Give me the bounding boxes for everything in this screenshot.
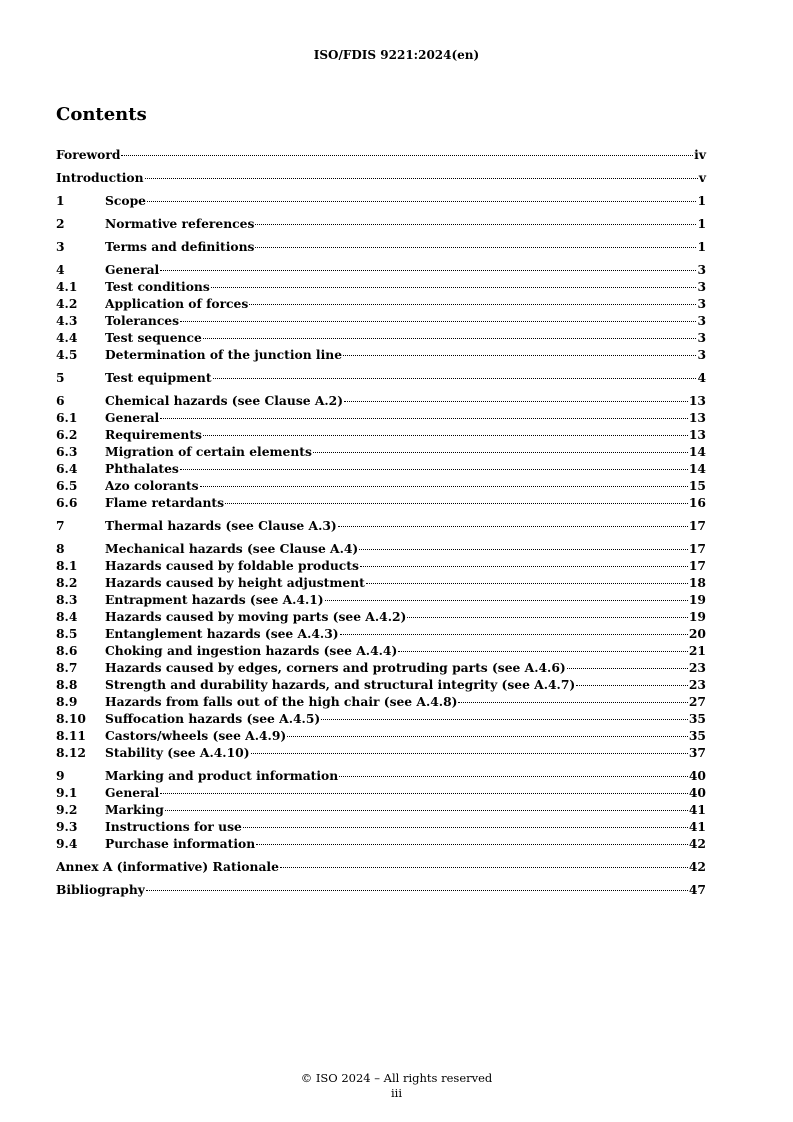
toc-entry-title: Castors/wheels (see A.4.9) [105, 728, 287, 743]
toc-entry-page: 23 [688, 677, 706, 692]
toc-entry-title: Application of forces [105, 296, 249, 311]
toc-dot-leader [339, 776, 688, 777]
toc-entry-page: 19 [688, 592, 706, 607]
toc-entry-number: 6 [56, 393, 65, 408]
toc-entry-page: 1 [697, 216, 706, 231]
toc-entry-page: 1 [697, 239, 706, 254]
toc-entry[interactable] [56, 238, 706, 255]
toc-dot-leader [576, 685, 688, 686]
toc-entry[interactable] [56, 494, 706, 511]
toc-entry-page: iv [694, 147, 706, 162]
toc-entry-title: Tolerances [105, 313, 180, 328]
toc-entry-page: 35 [688, 728, 706, 743]
toc-dot-leader [225, 503, 688, 504]
toc-entry-number: 8.3 [56, 592, 78, 607]
table-of-contents [56, 146, 706, 904]
toc-entry-title: Normative references [105, 216, 255, 231]
toc-entry-title: Phthalates [105, 461, 179, 476]
toc-group [56, 858, 706, 875]
toc-entry-number: 6.5 [56, 478, 78, 493]
toc-entry-number: 9.1 [56, 785, 78, 800]
toc-entry[interactable] [56, 477, 706, 494]
toc-entry-number: 6.2 [56, 427, 78, 442]
toc-dot-leader [180, 321, 696, 322]
toc-entry-number: 2 [56, 216, 65, 231]
toc-entry-title: Hazards caused by foldable products [105, 558, 359, 573]
toc-group [56, 192, 706, 209]
toc-entry-number: 8 [56, 541, 65, 556]
toc-entry-number: 5 [56, 370, 65, 385]
toc-dot-leader [213, 378, 697, 379]
toc-group [56, 517, 706, 534]
toc-entry-page: 13 [688, 393, 706, 408]
toc-group [56, 881, 706, 898]
toc-group [56, 146, 706, 163]
toc-entry-number: 1 [56, 193, 65, 208]
page-title: Contents [56, 104, 147, 125]
toc-dot-leader [203, 338, 697, 339]
toc-entry-page: 17 [688, 558, 706, 573]
toc-entry-title: Test equipment [105, 370, 212, 385]
toc-entry-page: 20 [688, 626, 706, 641]
toc-entry[interactable] [56, 426, 706, 443]
toc-entry[interactable] [56, 261, 706, 278]
toc-entry-number: 6.4 [56, 461, 78, 476]
toc-entry[interactable] [56, 192, 706, 209]
toc-dot-leader [121, 155, 693, 156]
toc-entry-number: 3 [56, 239, 65, 254]
toc-dot-leader [407, 617, 688, 618]
toc-entry-number: 8.11 [56, 728, 86, 743]
toc-entry-title: Hazards caused by edges, corners and protruding parts (see A.4.6) [105, 660, 566, 675]
toc-entry[interactable] [56, 693, 706, 710]
toc-group [56, 540, 706, 761]
toc-entry-page: 42 [688, 859, 706, 874]
toc-group [56, 369, 706, 386]
toc-entry[interactable] [56, 392, 706, 409]
toc-dot-leader [145, 178, 698, 179]
toc-entry-number: 4.4 [56, 330, 78, 345]
toc-dot-leader [160, 270, 696, 271]
toc-entry-number: 4.5 [56, 347, 78, 362]
toc-entry-page: 17 [688, 541, 706, 556]
toc-dot-leader [256, 844, 688, 845]
toc-entry[interactable] [56, 574, 706, 591]
toc-entry[interactable] [56, 146, 706, 163]
page-number: iii [390, 1086, 403, 1100]
toc-dot-leader [200, 486, 688, 487]
toc-dot-leader [146, 890, 688, 891]
page-footer [0, 1071, 793, 1101]
toc-entry-number: 8.9 [56, 694, 78, 709]
toc-entry-title: Test conditions [105, 279, 210, 294]
toc-entry-title: Choking and ingestion hazards (see A.4.4) [105, 643, 398, 658]
toc-entry-page: 16 [688, 495, 706, 510]
toc-entry-page: 3 [697, 296, 706, 311]
toc-entry-page: 23 [688, 660, 706, 675]
toc-entry[interactable] [56, 460, 706, 477]
toc-entry-page: 40 [688, 785, 706, 800]
toc-entry-page: 21 [688, 643, 706, 658]
toc-dot-leader [360, 566, 688, 567]
toc-entry-title: Hazards caused by moving parts (see A.4.2) [105, 609, 407, 624]
toc-dot-leader [147, 201, 696, 202]
toc-group [56, 392, 706, 511]
toc-entry-page: 17 [688, 518, 706, 533]
toc-entry-number: 7 [56, 518, 65, 533]
toc-entry-title: Marking [105, 802, 164, 817]
toc-dot-leader [366, 583, 688, 584]
toc-dot-leader [180, 469, 688, 470]
copyright-notice: © ISO 2024 – All rights reserved [300, 1071, 493, 1085]
toc-entry-number: 9 [56, 768, 65, 783]
toc-entry-page: 19 [688, 609, 706, 624]
toc-dot-leader [160, 418, 688, 419]
toc-dot-leader [338, 526, 688, 527]
toc-entry-title: Terms and definitions [105, 239, 255, 254]
toc-entry-title: Chemical hazards (see Clause A.2) [105, 393, 344, 408]
toc-entry-page: 40 [688, 768, 706, 783]
toc-entry-title: Azo colorants [105, 478, 199, 493]
toc-dot-leader [211, 287, 697, 288]
toc-dot-leader [359, 549, 688, 550]
toc-dot-leader [398, 651, 688, 652]
toc-entry-number: 9.2 [56, 802, 78, 817]
toc-entry-page: 13 [688, 410, 706, 425]
toc-entry-title: Hazards from falls out of the high chair (see A.4.8) [105, 694, 458, 709]
toc-entry-number: 8.6 [56, 643, 78, 658]
toc-dot-leader [343, 355, 696, 356]
toc-entry-number: 8.8 [56, 677, 78, 692]
toc-entry-title: Scope [105, 193, 146, 208]
toc-entry-page: 3 [697, 347, 706, 362]
toc-entry-page: 18 [688, 575, 706, 590]
toc-entry-number: 8.12 [56, 745, 86, 760]
toc-entry-number: 6.1 [56, 410, 78, 425]
toc-entry-number: 9.3 [56, 819, 78, 834]
toc-entry-number: 8.5 [56, 626, 78, 641]
toc-entry[interactable] [56, 409, 706, 426]
toc-entry-page: 3 [697, 262, 706, 277]
toc-group [56, 169, 706, 186]
toc-entry-title: Stability (see A.4.10) [105, 745, 250, 760]
toc-entry-title: Determination of the junction line [105, 347, 343, 362]
toc-entry-number: 8.7 [56, 660, 78, 675]
toc-entry[interactable] [56, 517, 706, 534]
toc-entry-title: General [105, 410, 160, 425]
toc-entry-number: 8.1 [56, 558, 78, 573]
toc-entry[interactable] [56, 557, 706, 574]
toc-entry[interactable] [56, 591, 706, 608]
toc-entry[interactable] [56, 329, 706, 346]
toc-entry[interactable] [56, 346, 706, 363]
toc-entry-title: Entrapment hazards (see A.4.1) [105, 592, 324, 607]
toc-entry[interactable] [56, 169, 706, 186]
toc-entry-title: Flame retardants [105, 495, 225, 510]
toc-entry-number: 4 [56, 262, 65, 277]
toc-entry-number: 4.2 [56, 296, 78, 311]
toc-entry[interactable] [56, 767, 706, 784]
toc-entry-title: Instructions for use [105, 819, 242, 834]
toc-entry-number: 6.3 [56, 444, 78, 459]
toc-entry-page: 35 [688, 711, 706, 726]
toc-entry-page: 41 [688, 802, 706, 817]
toc-entry-title: General [105, 262, 160, 277]
toc-entry[interactable] [56, 881, 706, 898]
toc-entry-title: Migration of certain elements [105, 444, 312, 459]
toc-entry-title: Strength and durability hazards, and structural integrity (see A.4.7) [105, 677, 576, 692]
toc-entry-title: General [105, 785, 160, 800]
toc-entry[interactable] [56, 818, 706, 835]
toc-entry-title: Bibliography [56, 882, 145, 897]
toc-entry-title: Foreword [56, 147, 121, 162]
toc-entry-title: Purchase information [105, 836, 256, 851]
toc-entry[interactable] [56, 784, 706, 801]
toc-group [56, 767, 706, 852]
toc-dot-leader [313, 452, 688, 453]
toc-entry-number: 9.4 [56, 836, 78, 851]
toc-entry[interactable] [56, 625, 706, 642]
toc-group [56, 215, 706, 232]
toc-entry[interactable] [56, 369, 706, 386]
toc-entry[interactable] [56, 676, 706, 693]
toc-group [56, 238, 706, 255]
toc-entry-page: 3 [697, 313, 706, 328]
toc-dot-leader [340, 634, 688, 635]
toc-entry[interactable] [56, 710, 706, 727]
toc-dot-leader [203, 435, 688, 436]
toc-entry[interactable] [56, 727, 706, 744]
toc-entry-page: 27 [688, 694, 706, 709]
toc-entry-page: 42 [688, 836, 706, 851]
toc-entry-page: 15 [688, 478, 706, 493]
toc-dot-leader [165, 810, 688, 811]
toc-entry[interactable] [56, 312, 706, 329]
toc-entry-page: 1 [697, 193, 706, 208]
toc-entry[interactable] [56, 744, 706, 761]
toc-dot-leader [287, 736, 688, 737]
toc-entry-page: 3 [697, 330, 706, 345]
toc-entry-number: 4.3 [56, 313, 78, 328]
toc-dot-leader [251, 753, 688, 754]
toc-dot-leader [567, 668, 688, 669]
toc-dot-leader [325, 600, 688, 601]
toc-entry[interactable] [56, 659, 706, 676]
toc-entry-title: Entanglement hazards (see A.4.3) [105, 626, 339, 641]
toc-entry[interactable] [56, 801, 706, 818]
toc-entry[interactable] [56, 278, 706, 295]
toc-entry-page: 41 [688, 819, 706, 834]
document-header: ISO/FDIS 9221:2024(en) [313, 48, 480, 62]
toc-entry[interactable] [56, 443, 706, 460]
toc-dot-leader [255, 224, 696, 225]
toc-entry[interactable] [56, 215, 706, 232]
toc-dot-leader [344, 401, 688, 402]
toc-entry[interactable] [56, 642, 706, 659]
toc-entry-page: 37 [688, 745, 706, 760]
toc-entry-title: Mechanical hazards (see Clause A.4) [105, 541, 359, 556]
toc-entry-title: Requirements [105, 427, 202, 442]
toc-entry[interactable] [56, 835, 706, 852]
toc-dot-leader [249, 304, 696, 305]
toc-entry-title: Annex A (informative) Rationale [56, 859, 279, 874]
toc-entry[interactable] [56, 858, 706, 875]
toc-entry-page: 4 [697, 370, 706, 385]
toc-entry-number: 8.10 [56, 711, 86, 726]
toc-entry-title: Suffocation hazards (see A.4.5) [105, 711, 321, 726]
toc-entry-title: Test sequence [105, 330, 202, 345]
toc-entry-page: 47 [688, 882, 706, 897]
toc-dot-leader [243, 827, 688, 828]
toc-entry-title: Hazards caused by height adjustment [105, 575, 365, 590]
toc-entry[interactable] [56, 295, 706, 312]
toc-entry-page: v [698, 170, 706, 185]
toc-entry-page: 14 [688, 461, 706, 476]
toc-entry-page: 14 [688, 444, 706, 459]
toc-dot-leader [160, 793, 688, 794]
toc-dot-leader [280, 867, 688, 868]
toc-dot-leader [458, 702, 687, 703]
toc-entry[interactable] [56, 540, 706, 557]
toc-entry-title: Thermal hazards (see Clause A.3) [105, 518, 337, 533]
toc-entry-number: 8.4 [56, 609, 78, 624]
toc-dot-leader [321, 719, 688, 720]
toc-entry-page: 13 [688, 427, 706, 442]
toc-group [56, 261, 706, 363]
toc-entry-page: 3 [697, 279, 706, 294]
toc-entry-number: 6.6 [56, 495, 78, 510]
toc-entry-number: 8.2 [56, 575, 78, 590]
toc-dot-leader [255, 247, 696, 248]
toc-entry-title: Introduction [56, 170, 144, 185]
toc-entry-number: 4.1 [56, 279, 78, 294]
toc-entry[interactable] [56, 608, 706, 625]
toc-entry-title: Marking and product information [105, 768, 339, 783]
